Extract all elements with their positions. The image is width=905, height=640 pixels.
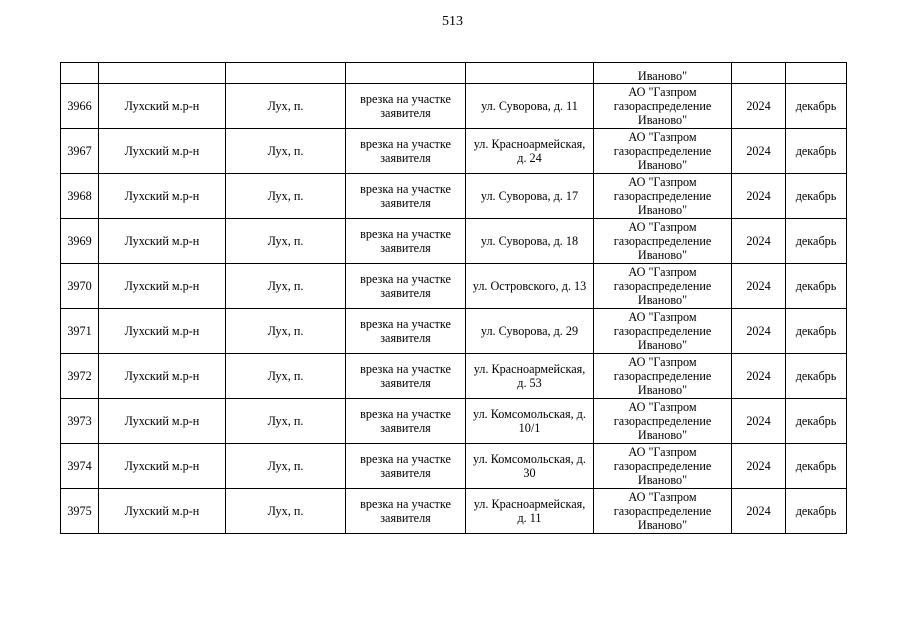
cell-locality: Лух, п. [226,309,346,354]
cell-street: ул. Суворова, д. 29 [466,309,594,354]
cell-operation: врезка на участке заявителя [346,174,466,219]
cell-year: 2024 [732,309,786,354]
table-row [61,174,847,219]
cell-organization: АО "Газпром газораспределение Иваново" [594,444,732,489]
cell-locality: Лух, п. [226,354,346,399]
cell-district: Лухский м.р-н [99,174,226,219]
cell-month: декабрь [786,489,847,534]
cell-street: ул. Комсомольская, д. 30 [466,444,594,489]
cell-district: Лухский м.р-н [99,219,226,264]
cell-number: 3968 [61,174,99,219]
cell-street: ул. Островского, д. 13 [466,264,594,309]
cell-locality: Лух, п. [226,489,346,534]
table-row [61,399,847,444]
cell-operation: врезка на участке заявителя [346,399,466,444]
cell-locality: Лух, п. [226,129,346,174]
cell-organization: АО "Газпром газораспределение Иваново" [594,219,732,264]
cell-month: декабрь [786,309,847,354]
cell-year: 2024 [732,444,786,489]
cell-year: 2024 [732,489,786,534]
cell-operation: врезка на участке заявителя [346,264,466,309]
cell-street: ул. Комсомольская, д. 10/1 [466,399,594,444]
cont-cell-district [99,63,226,84]
cell-organization: АО "Газпром газораспределение Иваново" [594,489,732,534]
page-number: 513 [442,14,463,29]
cell-month: декабрь [786,174,847,219]
cell-number: 3971 [61,309,99,354]
cell-operation: врезка на участке заявителя [346,444,466,489]
cell-operation: врезка на участке заявителя [346,129,466,174]
cell-month: декабрь [786,219,847,264]
cell-year: 2024 [732,129,786,174]
cell-month: декабрь [786,399,847,444]
cont-cell-street [466,63,594,84]
cell-operation: врезка на участке заявителя [346,489,466,534]
cell-street: ул. Красноармейская, д. 53 [466,354,594,399]
cell-district: Лухский м.р-н [99,129,226,174]
cell-operation: врезка на участке заявителя [346,354,466,399]
table-body [61,63,847,534]
cell-number: 3972 [61,354,99,399]
cell-number: 3966 [61,84,99,129]
table-row [61,129,847,174]
cell-organization: АО "Газпром газораспределение Иваново" [594,264,732,309]
cell-number: 3969 [61,219,99,264]
cell-organization: АО "Газпром газораспределение Иваново" [594,309,732,354]
cell-organization: АО "Газпром газораспределение Иваново" [594,84,732,129]
cell-month: декабрь [786,129,847,174]
cell-organization: АО "Газпром газораспределение Иваново" [594,174,732,219]
cell-street: ул. Суворова, д. 18 [466,219,594,264]
cell-number: 3967 [61,129,99,174]
cell-year: 2024 [732,219,786,264]
cell-year: 2024 [732,399,786,444]
cell-locality: Лух, п. [226,399,346,444]
cell-district: Лухский м.р-н [99,309,226,354]
cell-locality: Лух, п. [226,174,346,219]
cell-year: 2024 [732,354,786,399]
table-row [61,219,847,264]
table-row [61,489,847,534]
cell-month: декабрь [786,264,847,309]
cell-locality: Лух, п. [226,84,346,129]
cell-operation: врезка на участке заявителя [346,84,466,129]
cont-cell-locality [226,63,346,84]
cell-district: Лухский м.р-н [99,399,226,444]
cell-organization: АО "Газпром газораспределение Иваново" [594,129,732,174]
cell-street: ул. Суворова, д. 17 [466,174,594,219]
cell-locality: Лух, п. [226,444,346,489]
cell-number: 3970 [61,264,99,309]
cell-district: Лухский м.р-н [99,489,226,534]
cell-operation: врезка на участке заявителя [346,219,466,264]
cell-district: Лухский м.р-н [99,354,226,399]
continuation-row [61,63,847,84]
cell-district: Лухский м.р-н [99,264,226,309]
cell-locality: Лух, п. [226,264,346,309]
table-row [61,444,847,489]
cell-number: 3974 [61,444,99,489]
cont-cell-operation [346,63,466,84]
cell-locality: Лух, п. [226,219,346,264]
cell-year: 2024 [732,264,786,309]
cell-street: ул. Красноармейская, д. 24 [466,129,594,174]
table-row [61,309,847,354]
cell-month: декабрь [786,354,847,399]
gas-connection-table [60,62,847,534]
table-row [61,264,847,309]
cont-cell-year [732,63,786,84]
cell-year: 2024 [732,84,786,129]
cell-district: Лухский м.р-н [99,444,226,489]
cell-street: ул. Красноармейская, д. 11 [466,489,594,534]
cell-year: 2024 [732,174,786,219]
cell-number: 3973 [61,399,99,444]
table-row [61,354,847,399]
cell-organization: АО "Газпром газораспределение Иваново" [594,354,732,399]
cell-operation: врезка на участке заявителя [346,309,466,354]
cell-district: Лухский м.р-н [99,84,226,129]
cont-cell-num [61,63,99,84]
cell-month: декабрь [786,444,847,489]
table-row [61,84,847,129]
cell-street: ул. Суворова, д. 11 [466,84,594,129]
cont-cell-month [786,63,847,84]
cell-number: 3975 [61,489,99,534]
cell-month: декабрь [786,84,847,129]
cell-organization: АО "Газпром газораспределение Иваново" [594,399,732,444]
cont-cell-org: Иваново" [594,63,732,84]
